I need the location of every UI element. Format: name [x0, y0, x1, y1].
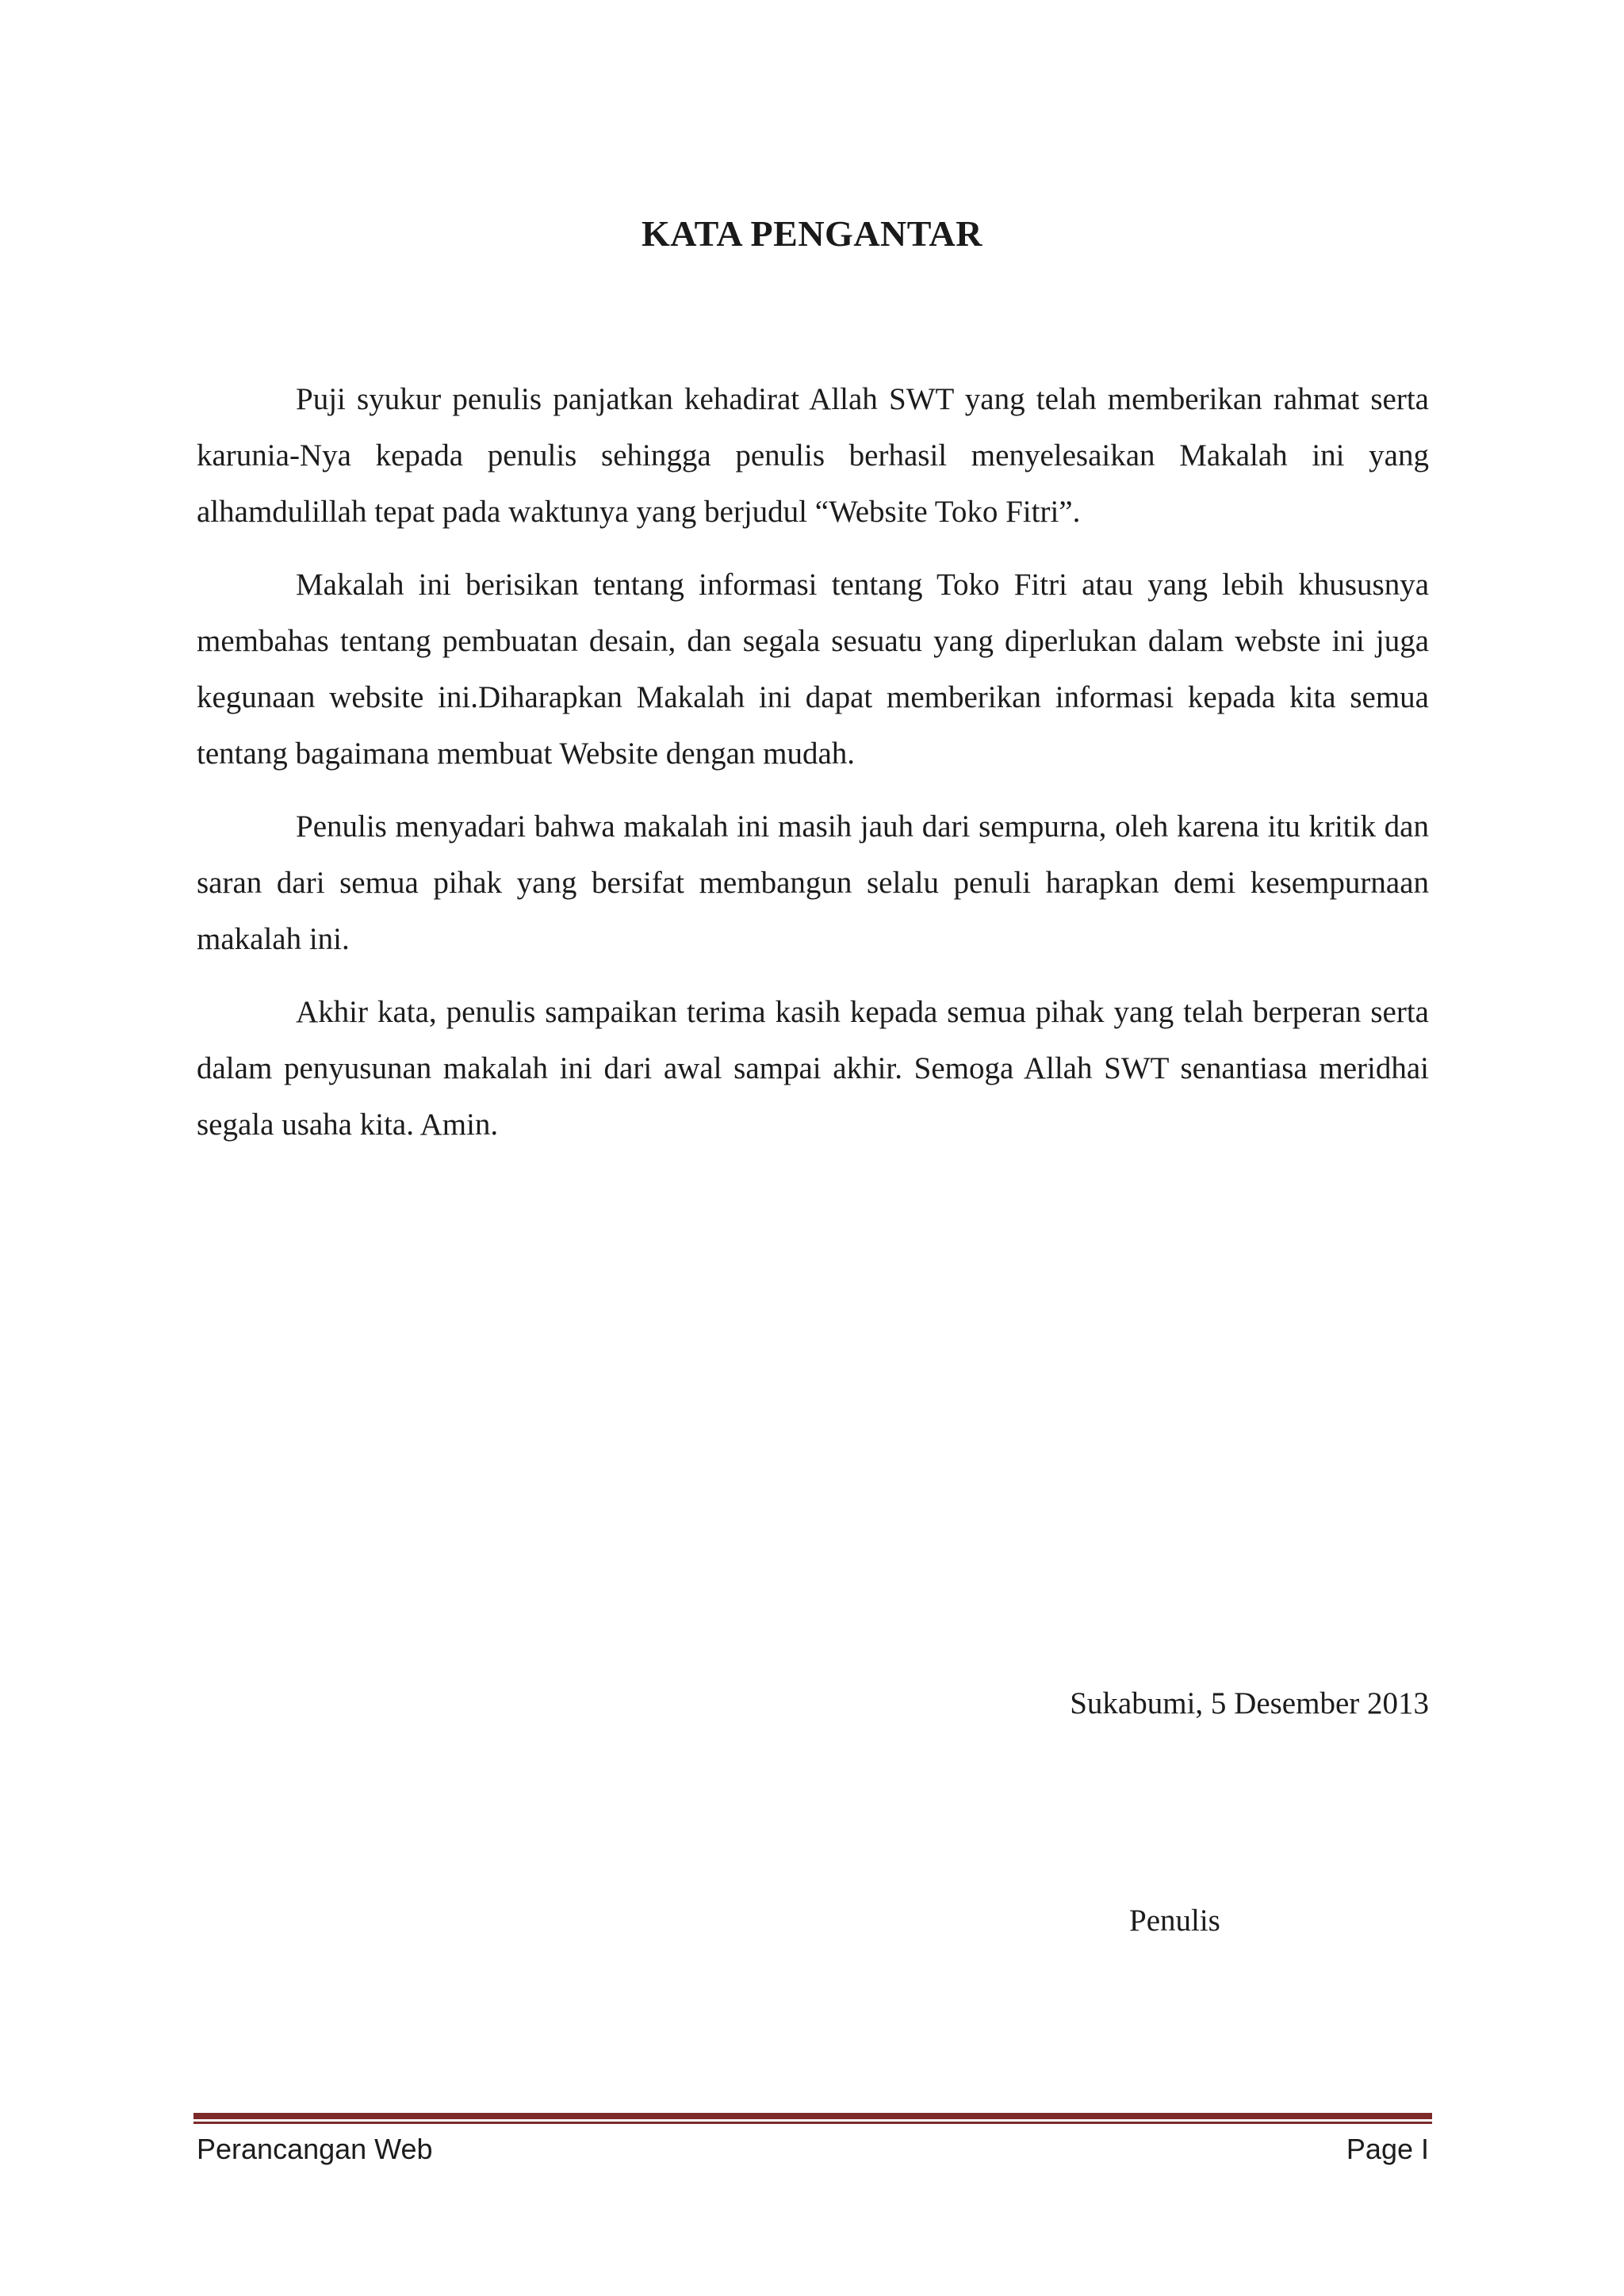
- signature-label: Penulis: [1129, 1904, 1220, 1938]
- footer-divider-thick: [193, 2113, 1432, 2119]
- page-number: Page I: [1346, 2133, 1429, 2165]
- paragraph-2: Makalah ini berisikan tentang informasi tentang Toko Fitri atau yang lebih khususnya membahas tentang pembuatan desain, dan segala sesuatu yang diperlukan dalam webste ini juga kegunaan website ini.Diharapkan Makalah ini dapat memberikan informasi kepada kita semua tentang bagaimana membuat Website dengan mudah.: [197, 568, 1429, 771]
- footer-divider: [193, 2113, 1432, 2125]
- paragraph-4: Akhir kata, penulis sampaikan terima kasih kepada semua pihak yang telah berperan serta dalam penyusunan makalah ini dari awal sampai akhir. Semoga Allah SWT senantiasa meridhai segala usaha kita. Amin.: [197, 995, 1429, 1142]
- footer-title: Perancangan Web: [197, 2133, 433, 2165]
- footer-divider-thin: [193, 2122, 1432, 2124]
- page-title: KATA PENGANTAR: [642, 213, 982, 254]
- paragraph-3: Penulis menyadari bahwa makalah ini masih jauh dari sempurna, oleh karena itu kritik dan saran dari semua pihak yang bersifat membangun selalu penuli harapkan demi kesempurnaan makalah ini.: [197, 809, 1429, 956]
- place-date: Sukabumi, 5 Desember 2013: [1070, 1686, 1429, 1720]
- body-text: [197, 371, 1429, 1169]
- paragraph-1: Puji syukur penulis panjatkan kehadirat Allah SWT yang telah memberikan rahmat serta karunia-Nya kepada penulis sehingga penulis berhasil menyelesaikan Makalah ini yang alhamdulillah tepat pada waktunya yang berjudul “Website Toko Fitri”.: [197, 382, 1429, 529]
